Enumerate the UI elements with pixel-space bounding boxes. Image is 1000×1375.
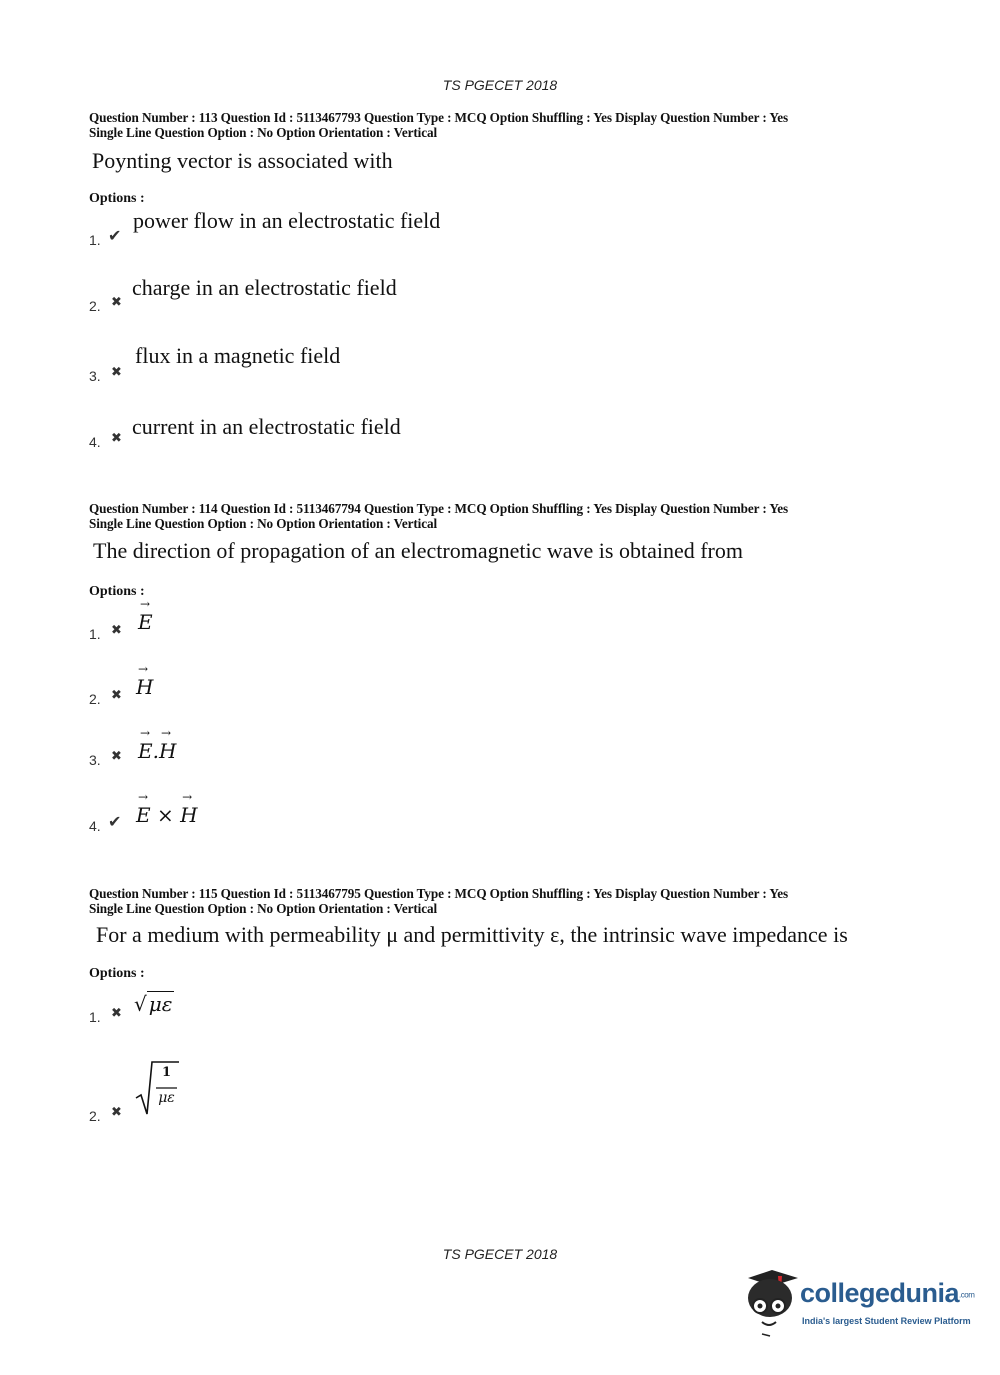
wrong-cross-icon: ✖ xyxy=(111,431,122,446)
wrong-cross-icon: ✖ xyxy=(111,1006,122,1021)
options-label: Options : xyxy=(89,584,145,599)
page-footer-title: TS PGECET 2018 xyxy=(442,1246,558,1262)
option-number: 2. xyxy=(89,691,101,707)
fraction-numerator: 1 xyxy=(161,1065,172,1080)
wrong-cross-icon: ✖ xyxy=(111,295,122,310)
fraction-denominator: με xyxy=(158,1090,175,1106)
option-text: current in an electrostatic field xyxy=(132,414,401,439)
option-number: 2. xyxy=(89,298,101,314)
vector-e: → E xyxy=(138,610,153,634)
options-label: Options : xyxy=(89,966,145,981)
collegedunia-logo xyxy=(742,1268,975,1338)
option-number: 2. xyxy=(89,1108,101,1124)
wrong-cross-icon: ✖ xyxy=(111,1105,122,1120)
question-meta-line1: Question Number : 115 Question Id : 5113467795 Question Type : MCQ Option Shuffling : Yes Display Question Number : Yes xyxy=(89,886,789,901)
question-text: The direction of propagation of an electromagnetic wave is obtained from xyxy=(93,538,743,563)
option-text: charge in an electrostatic field xyxy=(132,275,397,300)
logo-wordmark: collegedunia.com xyxy=(800,1278,975,1308)
option-math xyxy=(138,739,176,763)
mascot-icon xyxy=(742,1268,800,1338)
vector-h: → H xyxy=(136,675,153,699)
wrong-cross-icon: ✖ xyxy=(111,688,122,703)
page-header-title: TS PGECET 2018 xyxy=(442,77,558,93)
option-text: power flow in an electrostatic field xyxy=(133,208,441,233)
option-math xyxy=(134,992,174,1016)
option-number: 1. xyxy=(89,1009,101,1025)
question-meta-line2: Single Line Question Option : No Option Orientation : Vertical xyxy=(89,901,438,916)
dot-operator: . xyxy=(152,739,159,763)
question-meta-line2: Single Line Question Option : No Option Orientation : Vertical xyxy=(89,125,438,140)
options-label: Options : xyxy=(89,191,145,206)
option-number: 1. xyxy=(89,626,101,642)
correct-check-icon: ✔ xyxy=(108,226,122,245)
option-number: 1. xyxy=(89,232,101,248)
option-number: 4. xyxy=(89,434,101,450)
vector-h: → H xyxy=(180,803,197,827)
option-number: 4. xyxy=(89,818,101,834)
question-meta-line1: Question Number : 114 Question Id : 5113467794 Question Type : MCQ Option Shuffling : Yes Display Question Number : Yes xyxy=(89,501,789,516)
vector-e: → E xyxy=(138,739,153,763)
vector-h: → H xyxy=(159,739,176,763)
correct-check-icon: ✔ xyxy=(108,812,122,831)
question-meta-line1: Question Number : 113 Question Id : 5113467793 Question Type : MCQ Option Shuffling : Yes Display Question Number : Yes xyxy=(89,110,789,125)
question-meta-line2: Single Line Question Option : No Option Orientation : Vertical xyxy=(89,516,438,531)
option-math xyxy=(136,675,153,699)
wrong-cross-icon: ✖ xyxy=(111,749,122,764)
logo-tagline: India's largest Student Review Platform xyxy=(802,1316,971,1326)
vector-e: → E xyxy=(136,803,151,827)
wrong-cross-icon: ✖ xyxy=(111,365,122,380)
question-text: Poynting vector is associated with xyxy=(92,148,393,173)
radicand: με xyxy=(148,992,173,1016)
option-number: 3. xyxy=(89,752,101,768)
option-number: 3. xyxy=(89,368,101,384)
option-text: flux in a magnetic field xyxy=(135,343,341,368)
question-text: For a medium with permeability μ and permittivity ε, the intrinsic wave impedance is xyxy=(96,922,848,947)
option-math xyxy=(136,803,198,827)
cross-operator: × xyxy=(150,803,181,827)
option-math xyxy=(138,610,153,634)
option-math xyxy=(135,1060,180,1116)
sqrt-icon: √ xyxy=(134,992,147,1016)
wrong-cross-icon: ✖ xyxy=(111,623,122,638)
